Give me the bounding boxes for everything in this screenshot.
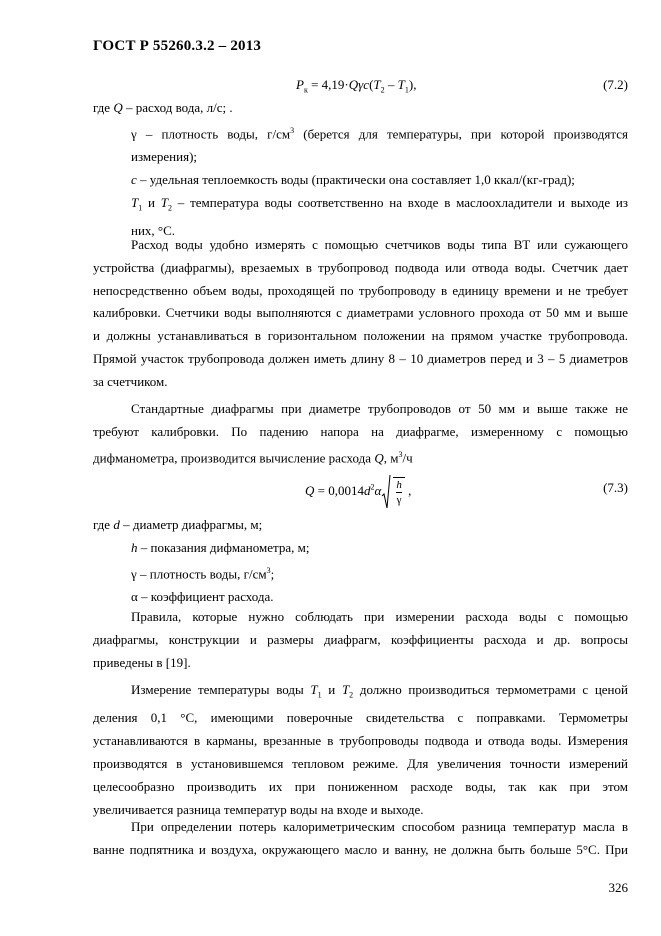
definition-q: где Q – расход вода, л/с; . <box>93 100 233 115</box>
definition-gamma-2: γ – плотность воды, $г/см^3$; <box>131 565 275 581</box>
definitions-block-1: где Q – расход вода, л/с; . γ – плотность воды, $г/см^3$ (берется для температуры, при которой производятся измерения); c – удельная теплоемкость воды (практически она составляет 1,0 ккал/(кг-град); $T_1$ и $T_2$ – температура воды соответственно на входе в маслоохладители и выходе из них, °С. <box>93 97 628 243</box>
equation-number-7-2: (7.2) <box>603 77 628 92</box>
document-header: ГОСТ Р 55260.3.2 – 2013 <box>93 38 262 54</box>
definitions-block-2 <box>93 514 628 609</box>
equation-number-7-3: (7.3) <box>603 480 628 495</box>
definition-h: h – показания дифманометра, м; <box>131 539 310 555</box>
square-root: $\frac{h}{\gamma}$ <box>381 474 405 510</box>
radical-sign-icon <box>381 474 391 510</box>
paragraph-water-meters: Расход воды удобно измерять с помощью счетчиков воды типа ВТ или сужающего устройства (диафрагмы), врезаемых в трубопровод подвода или отвода воды. Счетчик дает непосредственно объем воды, проходящей по трубопроводу в единицу времени и не требует калибровки. Счетчики воды выполняются с диаметрами условного прохода от 50 мм и выше и должны устанавливаться в горизонтальном положении на прямом участке трубопровода. Прямой участок трубопровода должен иметь длину 8 – 10 диаметров перед и 3 – 5 диаметров за счетчиком. <box>93 237 628 389</box>
definition-alpha: α – коэффициент расхода. <box>131 588 274 604</box>
definition-gamma: γ – плотность воды, $г/см^3$ (берется для температуры, при которой производятся <box>131 125 628 142</box>
page-number: 326 <box>608 880 628 895</box>
formula-7-2: $P_к = 4,19\cdot Q\gamma c(T_2 - T_1)$, <box>296 77 417 95</box>
formula-7-3: $Q = 0,0014d^2\alpha$ $\frac{h}{\gamma}$ , <box>305 474 411 510</box>
paragraph-rules: Правила, которые нужно соблюдать при измерении расхода воды с помощью диафрагмы, конструкции и размеры диафрагм, коэффициенты расхода и др. вопросы приведены в [19]. <box>93 609 628 670</box>
definition-t1-t2: $T_1$ и $T_2$ – температура воды соответственно на входе в маслоохладители и выходе из <box>131 194 628 213</box>
definition-c: c – удельная теплоемкость воды (практически она составляет 1,0 ккал/(кг-град); <box>131 171 575 187</box>
paragraph-calorimetric: При определении потерь калориметрическим способом разница температур масла в ванне подпятника и воздуха, окружающего масло и ванну, не должна быть больше 5°С. При <box>93 819 628 857</box>
paragraph-temperature: Измерение температуры воды $T_1$ и $T_2$ должно производиться термометрами с ценой деления 0,1 °С, имеющими поверочные свидетельства с поправками. Термометры устанавливаются в карманы, врезанные в трубопроводы подвода и отвода воды. Измерения производятся в установившемся тепловом режиме. Для увеличения точности измерений целесообразно производить их при пониженном расходе воды, так как при этом увеличивается разница температур воды на входе и выходе. <box>93 682 628 817</box>
definition-d: где d – диаметр диафрагмы, м; <box>93 517 263 532</box>
paragraph-diaphragms: Стандартные диафрагмы при диаметре трубопроводов от 50 мм и выше также не требуют калибровки. По падению напора на диафрагме, измеренному с помощью дифманометра, производится вычисление расхода Q, $м^3/ч$ <box>93 401 628 465</box>
